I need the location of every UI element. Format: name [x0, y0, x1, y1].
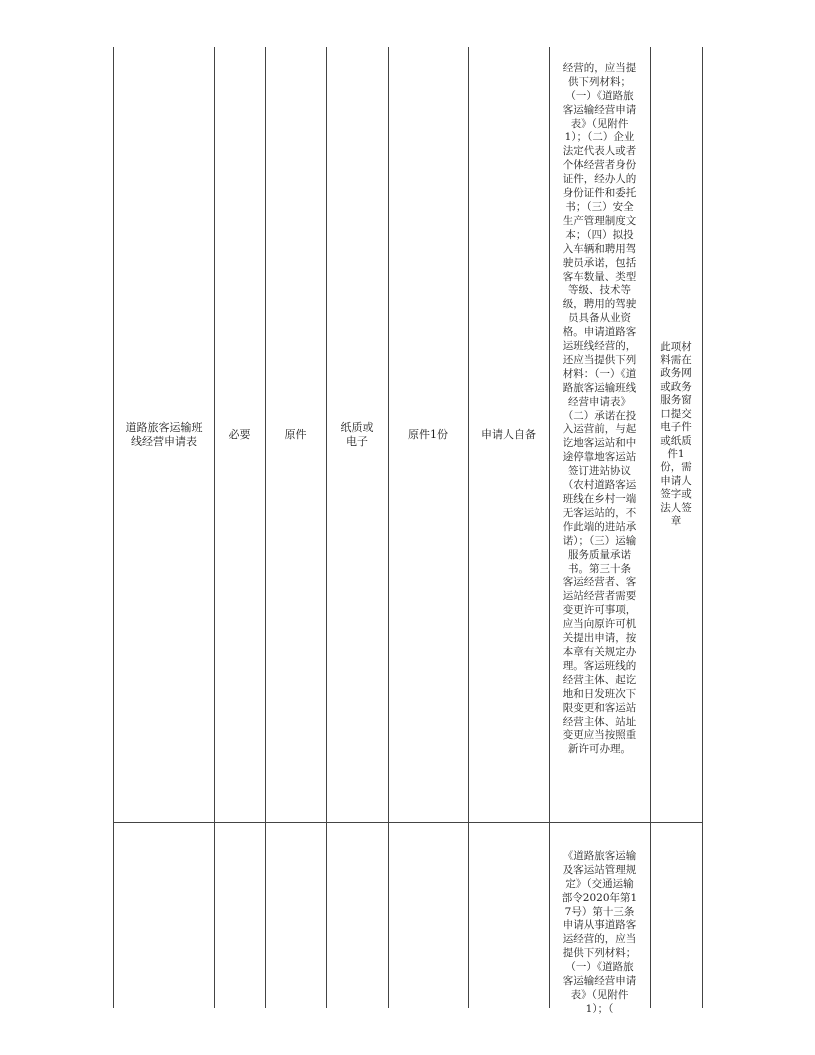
row1-copies	[388, 47, 468, 822]
table-border-right	[702, 47, 703, 1008]
row1-necessity	[214, 47, 265, 822]
form-text: 纸质或电子	[340, 420, 374, 448]
copies-text: 原件1份	[408, 427, 448, 441]
table-divider	[650, 47, 651, 1008]
material-name-text: 道路旅客运输班线经营申请表	[125, 420, 203, 448]
row1-material-name	[122, 47, 206, 822]
table-divider	[326, 47, 327, 1008]
row1-form	[340, 47, 374, 822]
legal-basis-text: 经营的，应当提供下列材料；（一）《道路旅客运输经营申请表》（见附件1）；（二）企业法定代表人或者个体经营者身份证件，经办人的身份证件和委托书；（三）安全生产管理制度文本；（四）拟投入车辆和聘用驾驶员承诺，包括客车数量、类型等级、技术等级，聘用的驾驶员具备从业资格。申请道路客运班线经营的，还应当提供下列材料：（一）《道路旅客运输班线经营申请表》（二）承诺在投入运营前，与起讫地客运站和中途停靠地客运站签订进站协议（农村道路客运班线在乡村一端无客运站的，不作此端的进站承诺）；（三）运输服务质量承诺书。第三十条 客运经营者、客运站经营者需要变更许可事项，应当向原许可机关提出申请，按本章有关规定办理。客运班线的经营主体、起讫地和日发班次下限变更和客运站经营主体、站址变更应当按照重新许可办理。	[562, 61, 642, 756]
row1-legal-basis	[561, 48, 642, 757]
legal-basis-text: 《道路旅客运输及客运站管理规定》（交通运输部令2020年第17号）第十三条 申请从事道路客运经营的，应当提供下列材料；（一）《道路旅客运输经营申请表》（见附件1）；（	[561, 849, 645, 1015]
necessity-text: 必要	[228, 427, 251, 441]
remark-text: 此项材料需在政务网或政务服务窗口提交电子件或纸质件1份，需申请人签字或法人签章	[660, 340, 692, 527]
row1-material-type	[265, 47, 326, 822]
source-text: 申请人自备	[481, 427, 536, 441]
table-border-left	[113, 47, 114, 1008]
row2-legal-basis	[561, 836, 645, 1017]
row1-remark	[660, 47, 692, 822]
material-type-text: 原件	[284, 427, 307, 441]
row-divider	[113, 822, 703, 823]
table-divider	[549, 47, 550, 1008]
row1-source	[468, 47, 549, 822]
